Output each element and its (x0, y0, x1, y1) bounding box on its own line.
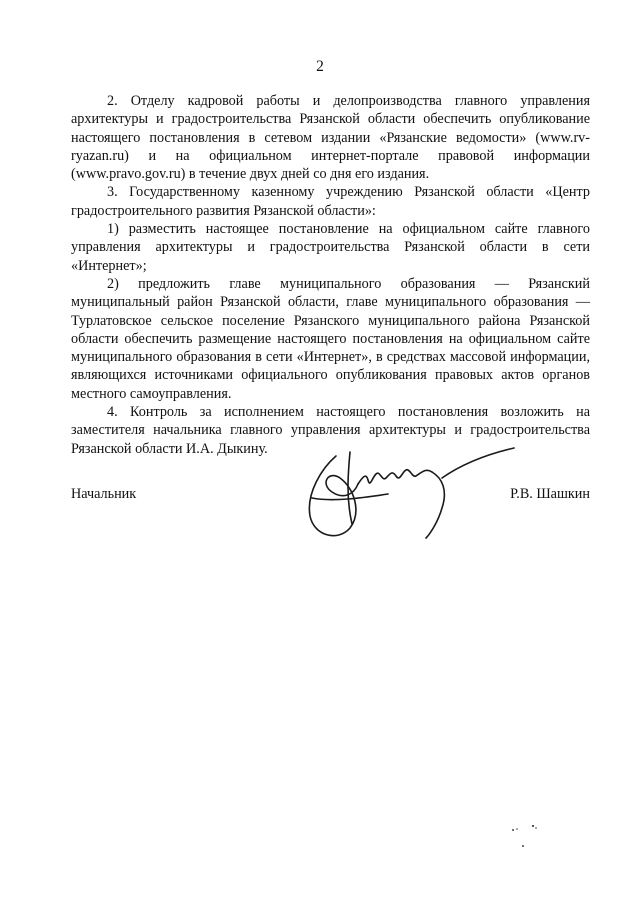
paragraph-2: 2. Отделу кадровой работы и делопроизводства главного управления архитектуры и градостроительства Рязанской области обеспечить опубликование настоящего постановления в сетевом издании «Рязанские ведомости» (www.rv-ryazan.ru) и на официальном интернет-портале правовой информации (www.pravo.gov.ru) в течение двух дней со дня его издания. (71, 93, 590, 183)
signatory-title: Начальник (71, 486, 137, 502)
paragraph-3-1: 1) разместить настоящее постановление на официальном сайте главного управления архитектуры и градостроительства Рязанской области в сети «Интернет»; (71, 221, 590, 274)
paragraph-3-2: 2) предложить главе муниципального образования — Рязанский муниципальный район Рязанской области, главе муниципального образования — Турлатовское сельское поселение Рязанского муниципального района Рязанской области обеспечить размещение настоящего постановления на официальном сайте муниципального образования в сети «Интернет», в средствах массовой информации, являющихся источниками официального опубликования правовых актов органов местного самоуправления. (71, 275, 590, 402)
paragraph-3: 3. Государственному казенному учреждению Рязанской области «Центр градостроительного развития Рязанской области»: (71, 184, 590, 219)
page-number: 2 (316, 58, 324, 75)
signatory-name: Р.В. Шашкин (510, 486, 590, 502)
document-body (71, 92, 590, 458)
signature-block (71, 486, 590, 508)
paragraph-4: 4. Контроль за исполнением настоящего постановления возложить на заместителя начальника главного управления архитектуры и градостроительства Рязанской области И.А. Дыкину. (71, 404, 590, 457)
scan-specks-icon (505, 818, 565, 858)
